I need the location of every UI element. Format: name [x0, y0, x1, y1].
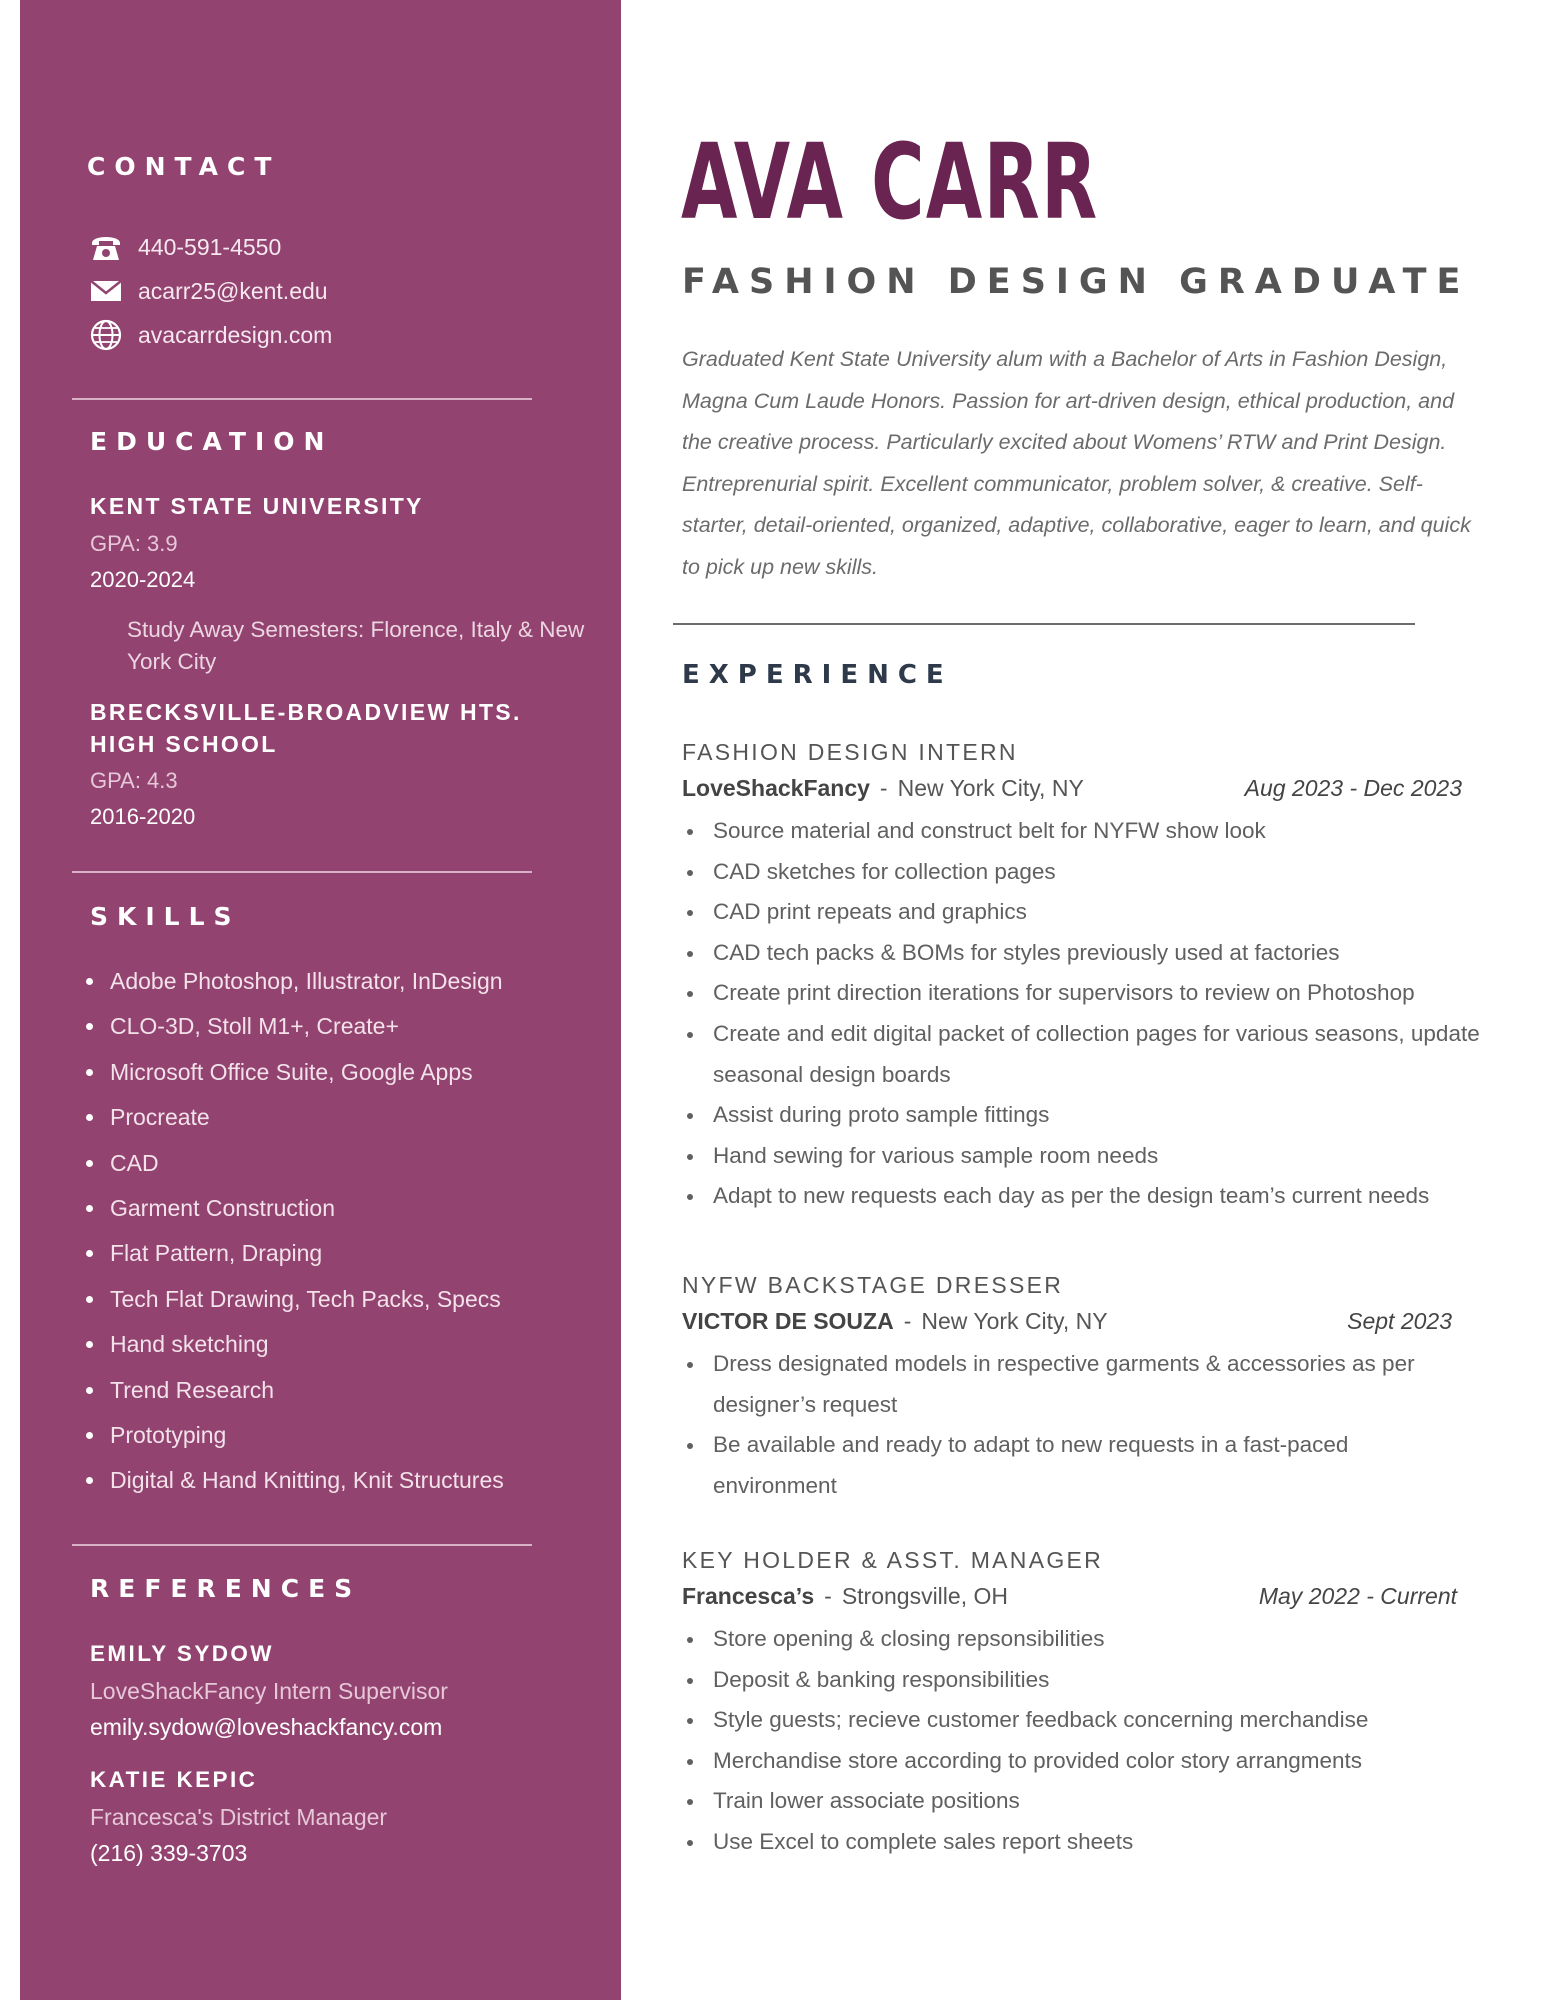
job-dates: Aug 2023 - Dec 2023: [1244, 775, 1462, 801]
company-name: LoveShackFancy: [682, 775, 870, 801]
job-bullet: Be available and ready to adapt to new requests in a fast-paced environment: [682, 1425, 1452, 1506]
reference-role: LoveShackFancy Intern Supervisor: [90, 1678, 448, 1704]
job-title: KEY HOLDER & ASST. MANAGER: [682, 1547, 1104, 1573]
skills-heading: SKILLS: [90, 902, 241, 931]
skill-item: Tech Flat Drawing, Tech Packs, Specs: [80, 1277, 620, 1322]
skill-item: CAD: [80, 1141, 620, 1186]
job-bullet: Dress designated models in respective garments & accessories as per designer’s request: [682, 1344, 1452, 1425]
job-bullet: Merchandise store according to provided color story arrangments: [682, 1741, 1482, 1782]
job-bullet: Style guests; recieve customer feedback concerning merchandise: [682, 1700, 1482, 1741]
skill-item: Adobe Photoshop, Illustrator, InDesign: [80, 959, 620, 1004]
sidebar-divider: [72, 398, 532, 400]
reference-name: EMILY SYDOW: [90, 1641, 274, 1666]
company-separator: -: [903, 1308, 912, 1334]
reference-role: Francesca's District Manager: [90, 1804, 388, 1830]
school-name: KENT STATE UNIVERSITY: [90, 493, 424, 519]
email-address[interactable]: acarr25@kent.edu: [138, 277, 328, 304]
job-header: [682, 775, 1462, 809]
job-bullet: Store opening & closing repsonsibilities: [682, 1619, 1482, 1660]
job-bullet: Hand sewing for various sample room needs: [682, 1136, 1482, 1177]
education-heading: EDUCATION: [90, 427, 334, 456]
study-away-note: Study Away Semesters: Florence, Italy & New York City: [127, 617, 585, 674]
job-location: New York City, NY: [921, 1308, 1108, 1334]
job-location: Strongsville, OH: [841, 1583, 1008, 1609]
school-years: 2016-2020: [90, 804, 196, 829]
mail-icon: [88, 274, 124, 308]
phone-icon: [88, 230, 124, 264]
job-bullet: Adapt to new requests each day as per the design team’s current needs: [682, 1176, 1482, 1217]
skill-item: Procreate: [80, 1095, 620, 1140]
globe-icon: [88, 318, 124, 352]
contact-heading: CONTACT: [87, 152, 281, 181]
job-bullet-list: [682, 1344, 1452, 1506]
skills-list: [80, 959, 620, 1504]
job-bullet: Train lower associate positions: [682, 1781, 1482, 1822]
company-name: Francesca’s: [682, 1583, 815, 1609]
job-bullet: Create and edit digital packet of collection pages for various seasons, update seasonal design boards: [682, 1014, 1482, 1095]
skill-item: Trend Research: [80, 1368, 620, 1413]
skill-item: Garment Construction: [80, 1186, 620, 1231]
skill-item: Microsoft Office Suite, Google Apps: [80, 1050, 620, 1095]
reference-email[interactable]: emily.sydow@loveshackfancy.com: [90, 1714, 443, 1740]
skill-item: Prototyping: [80, 1413, 620, 1458]
summary-text: Graduated Kent State University alum with a Bachelor of Arts in Fashion Design, Magna Cum Laude Honors. Passion for art-driven design, ethical production, and the creative process. Particularly excited about Womens’ RTW and Print Design. Entreprenurial spirit. Excellent communicator, problem solver, & creative. Self-starter, detail-oriented, organized, adaptive, collaborative, eager to learn, and quick to pick up new skills.: [682, 347, 1471, 579]
sidebar-divider: [72, 871, 532, 873]
company-name: VICTOR DE SOUZA: [682, 1308, 894, 1334]
job-bullet: Create print direction iterations for supervisors to review on Photoshop: [682, 973, 1482, 1014]
job-location: New York City, NY: [897, 775, 1084, 801]
job-bullet: Assist during proto sample fittings: [682, 1095, 1482, 1136]
school-name-line1: BRECKSVILLE-BROADVIEW HTS.: [90, 699, 522, 725]
candidate-title: FASHION DESIGN GRADUATE: [682, 262, 1471, 302]
job-bullet: Deposit & banking responsibilities: [682, 1660, 1482, 1701]
job-bullet: Use Excel to complete sales report sheets: [682, 1822, 1482, 1863]
school-name-line2: HIGH SCHOOL: [90, 731, 278, 757]
main-content: [621, 0, 1545, 2000]
candidate-name: AVA CARR: [681, 121, 1099, 243]
sidebar: [20, 0, 621, 2000]
company-separator: -: [879, 775, 888, 801]
skill-item: CLO-3D, Stoll M1+, Create+: [80, 1004, 620, 1049]
main-divider: [673, 623, 1415, 625]
reference-phone[interactable]: (216) 339-3703: [90, 1840, 248, 1866]
job-dates: Sept 2023: [1347, 1308, 1452, 1334]
job-title: NYFW BACKSTAGE DRESSER: [682, 1272, 1064, 1298]
job-header: [682, 1583, 1457, 1617]
job-bullet: Source material and construct belt for NYFW show look: [682, 811, 1482, 852]
reference-name: KATIE KEPIC: [90, 1767, 258, 1792]
job-bullet-list: [682, 811, 1482, 1217]
skill-item: Hand sketching: [80, 1322, 620, 1367]
skill-item: Digital & Hand Knitting, Knit Structures: [80, 1458, 620, 1503]
contact-phone: [88, 230, 281, 264]
job-bullet: CAD print repeats and graphics: [682, 892, 1482, 933]
contact-email: [88, 274, 328, 308]
job-title: FASHION DESIGN INTERN: [682, 739, 1018, 765]
company-separator: -: [824, 1583, 832, 1609]
experience-heading: EXPERIENCE: [682, 660, 953, 690]
skill-item: Flat Pattern, Draping: [80, 1231, 620, 1276]
website-link[interactable]: avacarrdesign.com: [138, 321, 333, 348]
phone-number[interactable]: 440-591-4550: [138, 233, 282, 260]
school-years: 2020-2024: [90, 567, 196, 592]
job-header: [682, 1308, 1452, 1342]
job-dates: May 2022 - Current: [1258, 1583, 1457, 1609]
references-heading: REFERENCES: [90, 1574, 362, 1603]
contact-website: [88, 318, 332, 352]
school-gpa: GPA: 4.3: [90, 768, 178, 793]
school-gpa: GPA: 3.9: [90, 531, 178, 556]
sidebar-divider: [72, 1544, 532, 1546]
job-bullet: CAD sketches for collection pages: [682, 852, 1482, 893]
job-bullet-list: [682, 1619, 1482, 1863]
job-bullet: CAD tech packs & BOMs for styles previously used at factories: [682, 933, 1482, 974]
